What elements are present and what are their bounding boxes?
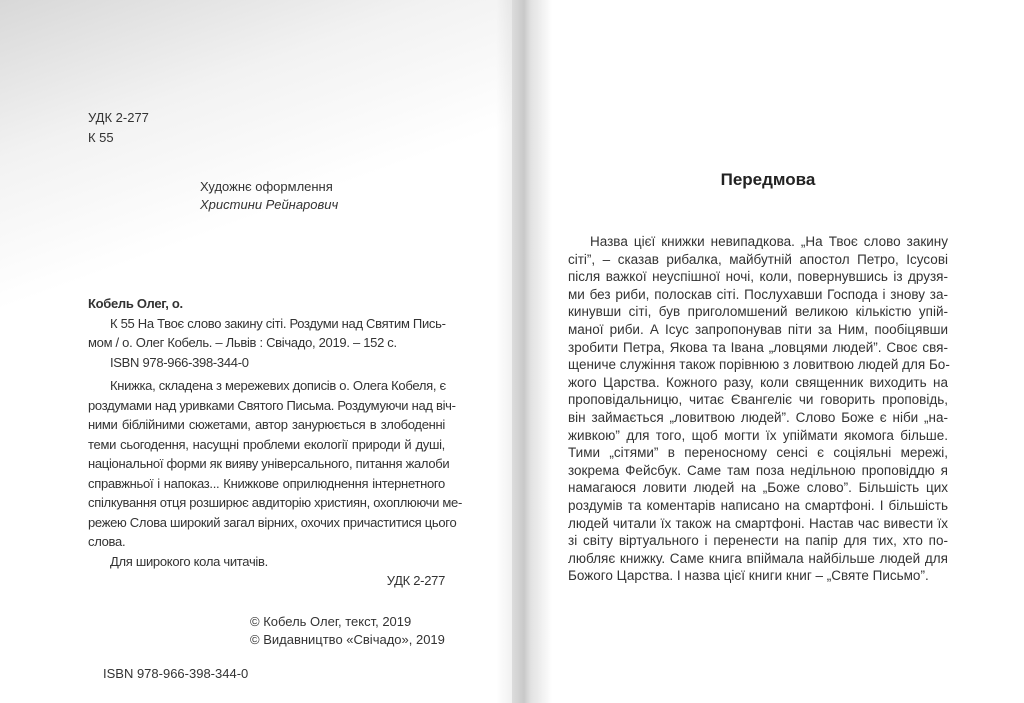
preface-line: любляє книжку. Саме книга впіймала найбільше людей для: [568, 550, 948, 566]
copyright-publisher: © Видавництво «Свічадо», 2019: [250, 632, 445, 647]
preface-line: проповідальницю, читає Євангеліє чи говорить проповідь,: [568, 392, 948, 408]
designer-name: Христини Рейнарович: [200, 197, 339, 212]
preface-line: Божого Царства. І назва цієї книги книг – „Святе Письмо”.: [568, 568, 929, 584]
preface-line: після важкої неуспішної ночі, коли, повернувшись із друзя-: [568, 269, 948, 285]
preface-line: роздумів та коментарів написано на смартфоні. І більшість: [568, 497, 948, 513]
audience-note: Для широкого кола читачів.: [110, 553, 268, 569]
annotation-line: спілкування отця розширює авдиторію християн, охоплюючи ме-: [88, 495, 462, 510]
annotation-line: Книжка, складена з мережевих дописів о. Олега Кобеля, є: [110, 378, 446, 393]
author-heading: Кобель Олег, о.: [88, 296, 183, 311]
preface-line: щениче служіння також порівнюю з ловитвою людей для Бо-: [568, 357, 950, 373]
book-spine-shadow: [496, 0, 552, 703]
annotation-line: роздумами над уривками Святого Письма. Роздумуючи над віч-: [88, 397, 456, 413]
annotation-line: справжньої і напоказ... Книжкове оприлюднення інтернетного: [88, 475, 445, 491]
annotation-line: ними біблійними сюжетами, автор занурюється в злободенні: [88, 417, 445, 432]
biblio-line: мом / о. Олег Кобель. – Львів : Свічадо, 2019. – 152 с.: [88, 335, 397, 350]
annotation-line: теми сьогодення, насущні проблеми екології природи й душі,: [88, 436, 445, 452]
preface-line: Назва цієї книжки невипадкова. „На Твоє слово закину: [590, 234, 948, 249]
design-label: Художнє оформлення: [200, 179, 333, 194]
preface-text: [568, 233, 948, 585]
preface-line: маної риби. А Ісус запропонував піти за Ним, пообіцявши: [568, 321, 948, 337]
k-code-top: К 55: [88, 130, 114, 145]
copyright-author: © Кобель Олег, текст, 2019: [250, 614, 412, 629]
bibliographic-record: [88, 294, 462, 591]
biblio-line: ISBN 978-966-398-344-0: [110, 354, 249, 370]
preface-line: зокрема Фейсбук. Саме там поза недільною проповіддю я: [568, 462, 948, 478]
annotation-line: національної форми як вияву універсального, питання жалоби: [88, 456, 450, 471]
isbn: ISBN 978-966-398-344-0: [103, 666, 249, 681]
preface-line: намагаюся ловити людей на „Боже слово”. Більшість цих: [568, 480, 948, 496]
preface-line: кинувши сіті, був приголомшений великою кількістю упій-: [568, 304, 948, 320]
preface-line: Тими „сітями” в переносному сенсі є соціяльні мережі,: [568, 445, 948, 461]
preface-line: ми без риби, полоскав сіті. Послухавши Господа і знову за-: [568, 286, 948, 302]
preface-line: сіті”, – сказав рибалка, майбутній апостол Петро, Ісусові: [568, 251, 948, 267]
preface-line: він займається „ловитвою людей”. Слово Боже є ніби „на-: [568, 409, 948, 425]
annotation-line: слова.: [88, 534, 126, 549]
preface-line: жого Царства. Кожного разу, коли священник виходить на: [568, 374, 948, 390]
preface-line: зробити Петра, Якова та Івана „ловцями людей”. Своє свя-: [568, 339, 948, 355]
preface-line: людей читали їх також на смартфоні. Настав час вивести їх: [568, 515, 948, 531]
page-title: Передмова: [720, 170, 816, 189]
annotation-line: режею Слова широкий загал вірних, охочих причаститися цього: [88, 514, 457, 530]
biblio-line: К 55 На Твоє слово закину сіті. Роздуми над Святим Пись-: [110, 315, 446, 331]
preface-line: зі світу віртуального і перенести на папір для тих, хто по-: [568, 533, 948, 549]
udk-top: УДК 2-277: [88, 110, 149, 125]
udk-bottom: УДК 2-277: [386, 573, 445, 588]
preface-line: живкою” для того, щоб могти їх упіймати якомога більше.: [568, 427, 948, 443]
